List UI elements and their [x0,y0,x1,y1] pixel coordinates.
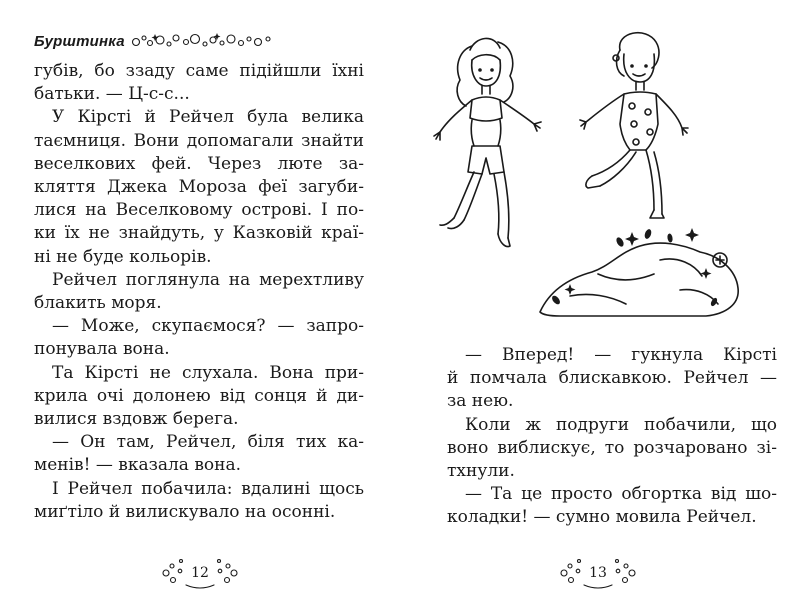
text-line: — Та це просто обгортка від шо- [465,484,777,505]
text-line: губів, бо ззаду саме підійшли їхні [34,61,364,81]
text-line: таємниця. Вони допомагали знайти [34,130,364,151]
bubble-ornament-icon [128,30,278,52]
text-line: й помчала блискавкою. Рейчел — [447,368,777,389]
text-line: Рейчел поглянула на мерехтливу [52,269,364,290]
text-line: за нею. [447,391,514,412]
text-line: — Вперед! — гукнула Кірсті [465,345,777,365]
text-line: крила очі долонею від сонця й ди- [34,385,364,406]
page-number-left [160,555,240,591]
text-line: понувала вона. [34,339,170,360]
text-line: воно виблискує, то розчаровано зі- [447,437,777,458]
running-title: Бурштинка [34,33,125,50]
text-line: коладки! — сумно мовила Рейчел. [447,507,757,528]
text-line: батьки. — Ц-с-с... [34,84,190,105]
text-line: вилися вздовж берега. [34,409,239,430]
text-line: Та Кірсті не слухала. Вона при- [52,362,364,383]
page-number: 12 [191,565,209,581]
text-line: — Он там, Рейчел, біля тих ка- [52,432,364,453]
right-body-text [447,344,777,530]
text-line: — Може, скупаємося? — запро- [52,316,364,337]
text-line: ні не буде кольорів. [34,246,212,267]
left-body-text [34,60,364,524]
text-line: веселкових фей. Через люте за- [34,153,364,174]
text-line: лися на Веселковому острові. І по- [34,200,364,221]
text-line: ки їх не знайдуть, у Казковій краї- [34,223,364,244]
text-line: блакить моря. [34,293,162,314]
text-line: Коли ж подруги побачили, що [465,414,777,435]
illustration-girls-running [420,20,760,320]
text-line: менів! — вказала вона. [34,455,242,476]
text-line: тхнули. [447,461,515,482]
girls-running-illustration-icon [420,20,760,320]
text-line: миґтіло й вилискувало на осонні. [34,501,336,522]
text-line: кляття Джека Мороза феї загуби- [34,177,364,198]
page-number-right [558,555,638,591]
text-line: І Рейчел побачила: вдалині щось [52,478,364,499]
page-number: 13 [589,565,607,581]
text-line: У Кірсті й Рейчел була велика [52,107,364,128]
